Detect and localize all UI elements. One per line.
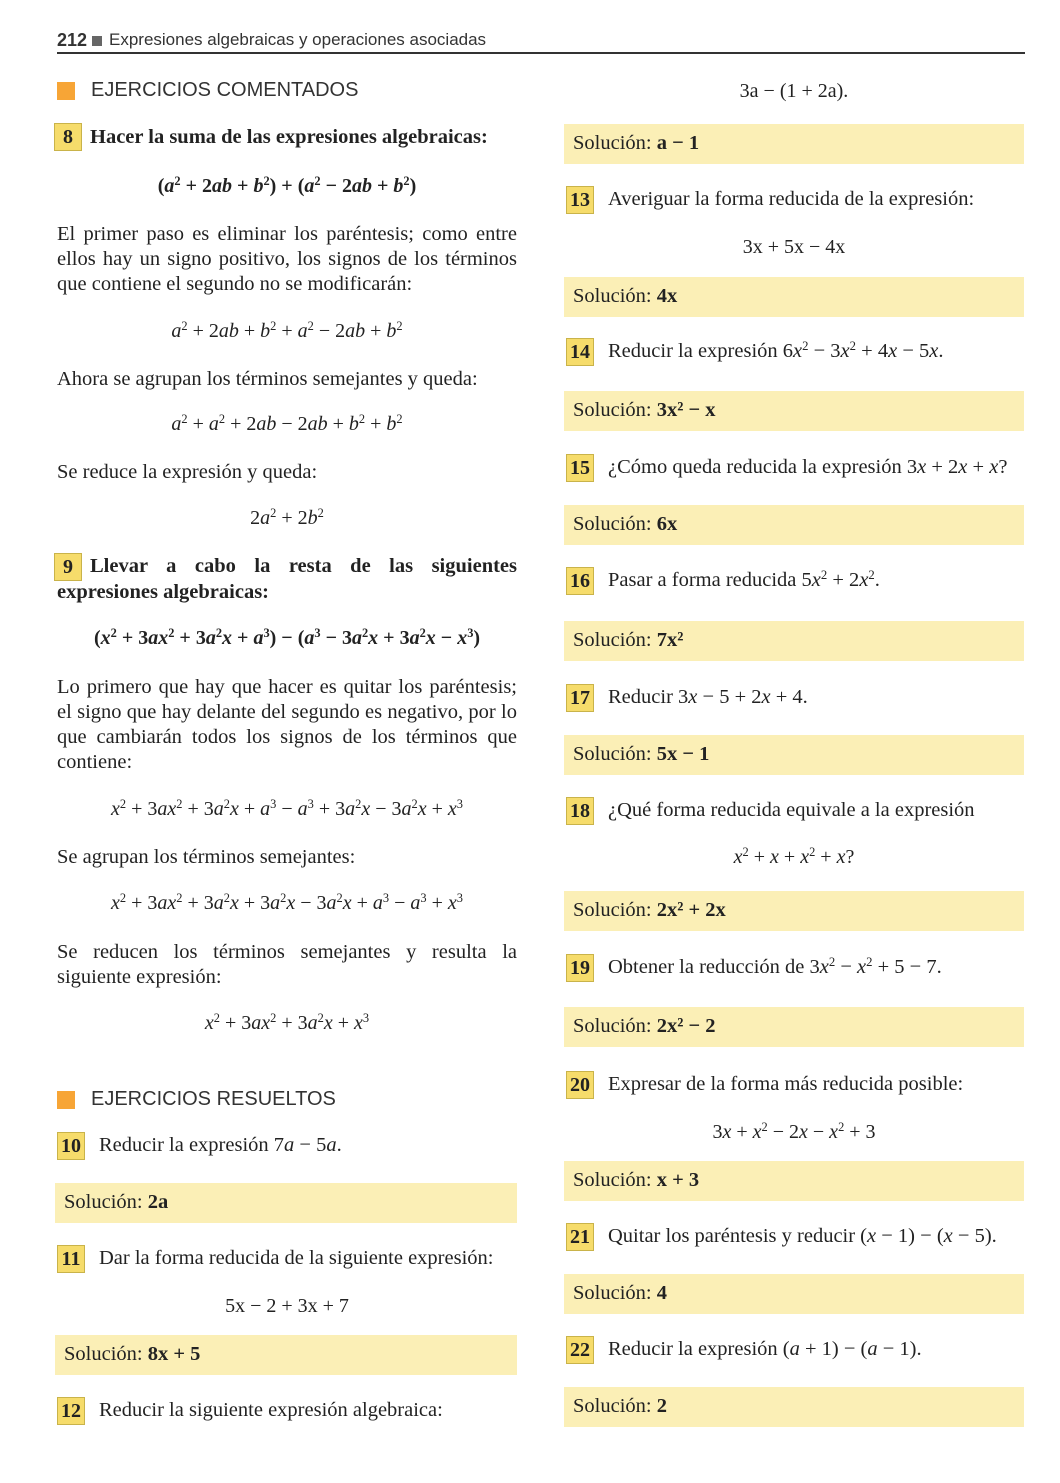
solution-value: 8x + 5 — [147, 1343, 201, 1365]
exercise-number-9: 9 — [54, 553, 82, 581]
solution-value: 3x² − x — [656, 399, 716, 421]
solution-label: Solución: — [573, 1282, 652, 1304]
solution-value: 2x² + 2x — [656, 899, 726, 921]
solution-label: Solución: — [573, 899, 652, 921]
solution-label: Solución: — [573, 629, 652, 651]
solution-value: 2x² − 2 — [656, 1015, 716, 1037]
exercise-8-result: $2a^2 + 2b^2$ — [250, 506, 324, 529]
exercise-number-13: 13 — [566, 186, 594, 214]
exercise-8-paragraph-3: Se reduce la expresión y queda: — [57, 461, 318, 483]
exercise-21-solution — [564, 1274, 1024, 1314]
exercise-18-expression: $x^2 + x + x^2 + x$? — [733, 845, 855, 868]
solution-label: Solución: — [64, 1343, 143, 1365]
exercise-number-11: 11 — [57, 1245, 85, 1273]
section-heading-resueltos — [57, 1088, 517, 1118]
exercise-22-solution — [564, 1387, 1024, 1427]
exercise-8-step-2: $a^2 + a^2 + 2ab - 2ab + b^2 + b^2$ — [171, 412, 403, 435]
exercise-16-solution — [564, 621, 1024, 661]
exercise-9-title: Llevar a cabo la resta de las siguientes expresiones algebraicas: — [57, 555, 517, 603]
solution-label: Solución: — [573, 1015, 652, 1037]
exercise-9-step-2: $x^2 + 3ax^2 + 3a^2x + 3a^2x - 3a^2x + a^3 - a^3 + x^3$ — [111, 891, 463, 914]
exercise-9-result: $x^2 + 3ax^2 + 3a^2x + x^3$ — [204, 1011, 370, 1034]
exercise-8-formula: $(a^2 + 2ab + b^2) + (a^2 - 2ab + b^2)$ — [157, 174, 417, 197]
exercise-13-expression: 3x + 5x − 4x — [742, 236, 846, 258]
section-title: EJERCICIOS COMENTADOS — [91, 79, 359, 101]
exercise-12-statement: Reducir la siguiente expresión algebraica: — [99, 1399, 443, 1421]
solution-value: a − 1 — [656, 132, 700, 154]
exercise-10-solution — [55, 1183, 517, 1223]
exercise-number-15: 15 — [566, 454, 594, 482]
solution-label: Solución: — [573, 1169, 652, 1191]
exercise-19-statement: Obtener la reducción de $3x^2 - x^2 + 5 - 7$. — [608, 955, 942, 978]
solution-value: 4 — [656, 1282, 667, 1304]
exercise-9-formula: $(x^2 + 3ax^2 + 3a^2x + a^3) - (a^3 - 3a^2x + 3a^2x - x^3)$ — [93, 626, 481, 649]
exercise-9-step-1: $x^2 + 3ax^2 + 3a^2x + a^3 - a^3 + 3a^2x - 3a^2x + x^3$ — [111, 797, 463, 820]
exercise-15-solution — [564, 505, 1024, 545]
page-header — [57, 28, 1025, 54]
exercise-18-statement: ¿Qué forma reducida equivale a la expresión — [608, 799, 975, 821]
exercise-20-statement: Expresar de la forma más reducida posible: — [608, 1073, 964, 1095]
exercise-number-22: 22 — [566, 1336, 594, 1364]
exercise-number-10: 10 — [57, 1132, 85, 1160]
exercise-13-solution — [564, 277, 1024, 317]
exercise-12-solution — [564, 124, 1024, 164]
solution-value: 2a — [147, 1191, 169, 1213]
solution-value: 2 — [656, 1395, 667, 1417]
exercise-number-20: 20 — [566, 1071, 594, 1099]
exercise-20-expression: $3x + x^2 - 2x - x^2 + 3$ — [712, 1120, 876, 1143]
solution-label: Solución: — [573, 743, 652, 765]
exercise-8-paragraph-2: Ahora se agrupan los términos semejantes y queda: — [57, 368, 478, 390]
exercise-18-solution — [564, 891, 1024, 931]
exercise-number-14: 14 — [566, 338, 594, 366]
exercise-number-16: 16 — [566, 567, 594, 595]
exercise-22-statement: Reducir la expresión (a + 1) − (a − 1). — [608, 1338, 922, 1360]
exercise-11-expression: 5x − 2 + 3x + 7 — [225, 1295, 349, 1317]
exercise-19-solution — [564, 1007, 1024, 1047]
solution-value: 7x² — [656, 629, 684, 651]
exercise-14-statement: Reducir la expresión $6x^2 - 3x^2 + 4x - 5x$. — [608, 339, 944, 362]
exercise-20-solution — [564, 1161, 1024, 1201]
exercise-12-expression: 3a − (1 + 2a). — [739, 80, 849, 102]
exercise-9-paragraph-2: Se agrupan los términos semejantes: — [57, 846, 356, 868]
exercise-8-paragraph-1: El primer paso es eliminar los paréntesis; como entre ellos hay un signo positivo, los signos de los términos que contiene el segundo no se modificarán: — [57, 223, 517, 295]
section-title: EJERCICIOS RESUELTOS — [91, 1088, 336, 1110]
exercise-number-19: 19 — [566, 954, 594, 982]
exercise-11-statement: Dar la forma reducida de la siguiente expresión: — [99, 1247, 494, 1269]
exercise-9-paragraph-3: Se reducen los términos semejantes y resulta la siguiente expresión: — [57, 941, 517, 988]
page-number: 212 — [57, 30, 88, 50]
section-square-icon — [57, 1091, 75, 1109]
solution-label: Solución: — [573, 132, 652, 154]
exercise-11-solution — [55, 1335, 517, 1375]
exercise-8-step-1: $a^2 + 2ab + b^2 + a^2 - 2ab + b^2$ — [171, 319, 403, 342]
exercise-14-solution — [564, 391, 1024, 431]
exercise-number-17: 17 — [566, 684, 594, 712]
solution-value: 5x − 1 — [656, 743, 710, 765]
exercise-17-statement: Reducir 3x − 5 + 2x + 4. — [608, 686, 808, 708]
solution-value: x + 3 — [656, 1169, 700, 1191]
exercise-number-21: 21 — [566, 1223, 594, 1251]
section-heading-comentados — [57, 79, 517, 109]
solution-value: 6x — [656, 513, 678, 535]
solution-label: Solución: — [64, 1191, 143, 1213]
solution-label: Solución: — [573, 285, 652, 307]
solution-label: Solución: — [573, 513, 652, 535]
header-square-icon — [92, 36, 102, 46]
solution-label: Solución: — [573, 1395, 652, 1417]
chapter-title: Expresiones algebraicas y operaciones asociadas — [109, 30, 487, 49]
exercise-21-statement: Quitar los paréntesis y reducir (x − 1) − (x − 5). — [608, 1225, 997, 1247]
section-square-icon — [57, 82, 75, 100]
exercise-13-statement: Averiguar la forma reducida de la expresión: — [608, 188, 975, 210]
exercise-16-statement: Pasar a forma reducida $5x^2 + 2x^2$. — [608, 568, 880, 591]
exercise-8-title: Hacer la suma de las expresiones algebraicas: — [90, 126, 488, 148]
exercise-10-statement: Reducir la expresión 7a − 5a. — [99, 1134, 342, 1156]
exercise-15-statement: ¿Cómo queda reducida la expresión 3x + 2x + x? — [608, 456, 1008, 478]
exercise-number-8: 8 — [54, 123, 82, 151]
solution-label: Solución: — [573, 399, 652, 421]
exercise-17-solution — [564, 735, 1024, 775]
exercise-number-12: 12 — [57, 1397, 85, 1425]
solution-value: 4x — [656, 285, 678, 307]
exercise-number-18: 18 — [566, 797, 594, 825]
exercise-9-paragraph-1: Lo primero que hay que hacer es quitar los paréntesis; el signo que hay delante del segundo es negativo, por lo que cambiarán todos los signos de los términos que contiene: — [57, 676, 517, 773]
